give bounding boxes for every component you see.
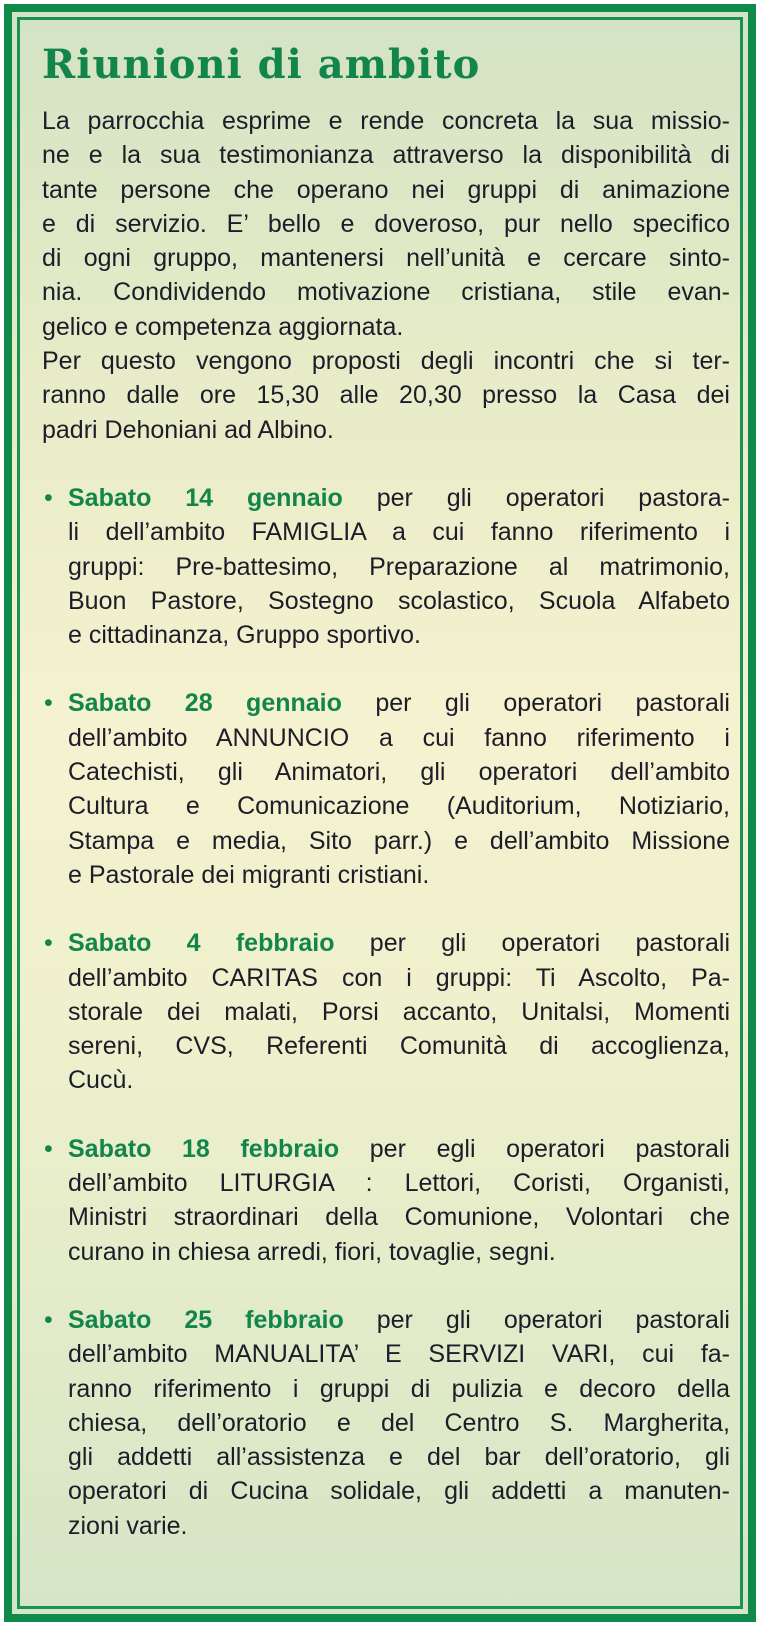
- text-line: sereni, CVS, Referenti Comunità di accoglienza,: [68, 1032, 730, 1061]
- text-line: gelico e competenza aggiornata.: [42, 312, 404, 341]
- text-line: La parrocchia esprime e rende concreta la sua missio-: [42, 107, 730, 135]
- text-line: zioni varie.: [68, 1511, 188, 1540]
- text-line: curano in chiesa arredi, fiori, tovaglie, segni.: [68, 1237, 556, 1266]
- list-item: [42, 1132, 730, 1269]
- meeting-description: per gli operatori pastora-: [376, 483, 731, 512]
- intro-paragraph-2: [42, 344, 730, 447]
- text-line: e di servizio. E’ bello e doveroso, pur nello specifico: [42, 209, 730, 238]
- meeting-date: Sabato 28 gennaio: [68, 689, 342, 718]
- bullet-icon: •: [44, 483, 53, 512]
- text-line: gruppi: Pre-battesimo, Preparazione al matrimonio,: [68, 552, 730, 581]
- meeting-date: Sabato 25 febbraio: [68, 1305, 344, 1334]
- list-item: [42, 926, 730, 1097]
- text-line: e Pastorale dei migranti cristiani.: [68, 860, 430, 889]
- text-line: Ministri straordinari della Comunione, Volontari che: [68, 1203, 730, 1232]
- page-title: Riunioni di ambito: [42, 41, 481, 88]
- page-frame: [4, 4, 756, 1622]
- text-line: Buon Pastore, Sostegno scolastico, Scuola Alfabeto: [68, 586, 730, 615]
- list-item: [42, 686, 730, 892]
- text-line: ranno riferimento i gruppi di pulizia e decoro della: [68, 1374, 730, 1403]
- meeting-date: Sabato 4 febbraio: [68, 929, 335, 958]
- meeting-description: per gli operatori pastorali: [376, 1305, 730, 1334]
- bullet-icon: •: [44, 929, 53, 958]
- bullet-icon: •: [44, 1305, 53, 1334]
- bullet-icon: •: [44, 1134, 53, 1163]
- text-line: dell’ambito ANNUNCIO a cui fanno riferimento i: [68, 723, 730, 752]
- text-line: chiesa, dell’oratorio e del Centro S. Margherita,: [68, 1408, 730, 1437]
- text-line: li dell’ambito FAMIGLIA a cui fanno riferimento i: [68, 518, 730, 547]
- text-line: Catechisti, gli Animatori, gli operatori dell’ambito: [68, 758, 730, 787]
- text-line: e cittadinanza, Gruppo sportivo.: [68, 621, 421, 650]
- bullet-icon: •: [44, 689, 53, 718]
- text-line: [68, 1132, 730, 1166]
- meeting-list: [42, 481, 730, 1543]
- meeting-description: per egli operatori pastorali: [369, 1134, 730, 1163]
- text-line: [68, 1303, 730, 1337]
- text-line: ne e la sua testimonianza attraverso la disponibilità di: [42, 141, 730, 170]
- meeting-date: Sabato 14 gennaio: [68, 483, 343, 512]
- meeting-description: per gli operatori pastorali: [369, 929, 731, 958]
- text-line: di ogni gruppo, mantenersi nell’unità e cercare sinto-: [42, 244, 730, 273]
- text-line: Cucù.: [68, 1066, 134, 1095]
- text-line: ranno dalle ore 15,30 alle 20,30 presso la Casa dei: [42, 381, 730, 410]
- text-line: operatori di Cucina solidale, gli addetti a manuten-: [68, 1477, 730, 1506]
- text-line: [68, 686, 730, 720]
- meeting-date: Sabato 18 febbraio: [68, 1134, 340, 1163]
- intro-paragraph: [42, 104, 730, 344]
- list-item: [42, 481, 730, 652]
- text-line: Per questo vengono proposti degli incontri che si ter-: [42, 347, 730, 376]
- text-line: nia. Condividendo motivazione cristiana, stile evan-: [42, 278, 730, 307]
- text-line: dell’ambito LITURGIA : Lettori, Coristi, Organisti,: [68, 1169, 730, 1198]
- text-line: [68, 481, 730, 515]
- text-line: [68, 926, 730, 960]
- text-line: tante persone che operano nei gruppi di animazione: [42, 175, 730, 204]
- list-item: [42, 1303, 730, 1543]
- text-line: Stampa e media, Sito parr.) e dell’ambito Missione: [68, 826, 730, 855]
- text-line: padri Dehoniani ad Albino.: [42, 415, 334, 444]
- text-line: storale dei malati, Porsi accanto, Unitalsi, Momenti: [68, 997, 730, 1026]
- text-line: Cultura e Comunicazione (Auditorium, Notiziario,: [68, 792, 730, 821]
- text-line: dell’ambito MANUALITA’ E SERVIZI VARI, cui fa-: [68, 1340, 730, 1369]
- text-line: dell’ambito CARITAS con i gruppi: Ti Ascolto, Pa-: [68, 963, 730, 992]
- article: [42, 40, 730, 1543]
- text-line: gli addetti all’assistenza e del bar dell’oratorio, gli: [68, 1443, 730, 1472]
- meeting-description: per gli operatori pastorali: [375, 689, 730, 718]
